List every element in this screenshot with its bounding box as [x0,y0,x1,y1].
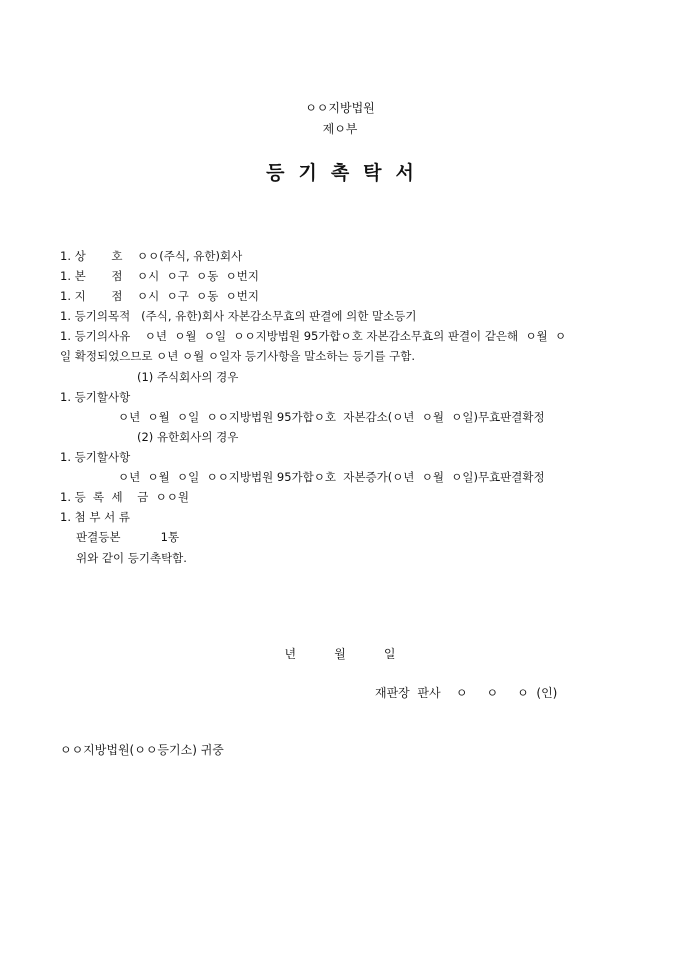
case1-content: ㅇ년 ㅇ월 ㅇ일 ㅇㅇ지방법원 95가합ㅇ호 자본감소(ㅇ년 ㅇ월 ㅇ일)무효판결확정 [118,410,545,424]
case2-content: ㅇ년 ㅇ월 ㅇ일 ㅇㅇ지방법원 95가합ㅇ호 자본증가(ㅇ년 ㅇ월 ㅇ일)무효판결확정 [118,470,545,484]
date-line: 년 월 일 [284,647,396,661]
registration-reason-line-1: 1. 등기의사유 ㅇ년 ㅇ월 ㅇ일 ㅇㅇ지방법원 95가합ㅇ호 자본감소무효의 판결이 같은해 ㅇ월 ㅇ [60,329,567,343]
head-office-line: 1. 본 점 ㅇ시 ㅇ구 ㅇ동 ㅇ번지 [60,269,259,283]
court-name: ㅇㅇ지방법원 [305,101,375,115]
document-title: 등기촉탁서 [266,162,428,184]
recipient-line: ㅇㅇ지방법원(ㅇㅇ등기소) 귀중 [60,743,224,757]
case1-label: 1. 등기할사항 [60,390,131,404]
closing-statement: 위와 같이 등기촉탁함. [76,551,187,565]
case1-heading: (1) 주식회사의 경우 [137,370,239,384]
case2-heading: (2) 유한회사의 경우 [137,430,239,444]
attachments-label: 1. 첨 부 서 류 [60,510,131,524]
registration-reason-line-2: 일 확정되었으므로 ㅇ년 ㅇ월 ㅇ일자 등기사항을 말소하는 등기를 구함. [60,349,416,363]
judge-signature-line: 재판장 판사 ㅇ ㅇ ㅇ (인) [375,686,558,700]
case2-label: 1. 등기할사항 [60,450,131,464]
attachment-item: 판결등본 1통 [76,530,180,544]
department-name: 제ㅇ부 [322,122,358,136]
registration-tax-line: 1. 등 록 세 금 ㅇㅇ원 [60,490,189,504]
registration-purpose-line: 1. 등기의목적 (주식, 유한)회사 자본감소무효의 판결에 의한 말소등기 [60,309,417,323]
company-name-line: 1. 상 호 ㅇㅇ(주식, 유한)회사 [60,249,243,263]
branch-office-line: 1. 지 점 ㅇ시 ㅇ구 ㅇ동 ㅇ번지 [60,289,259,303]
